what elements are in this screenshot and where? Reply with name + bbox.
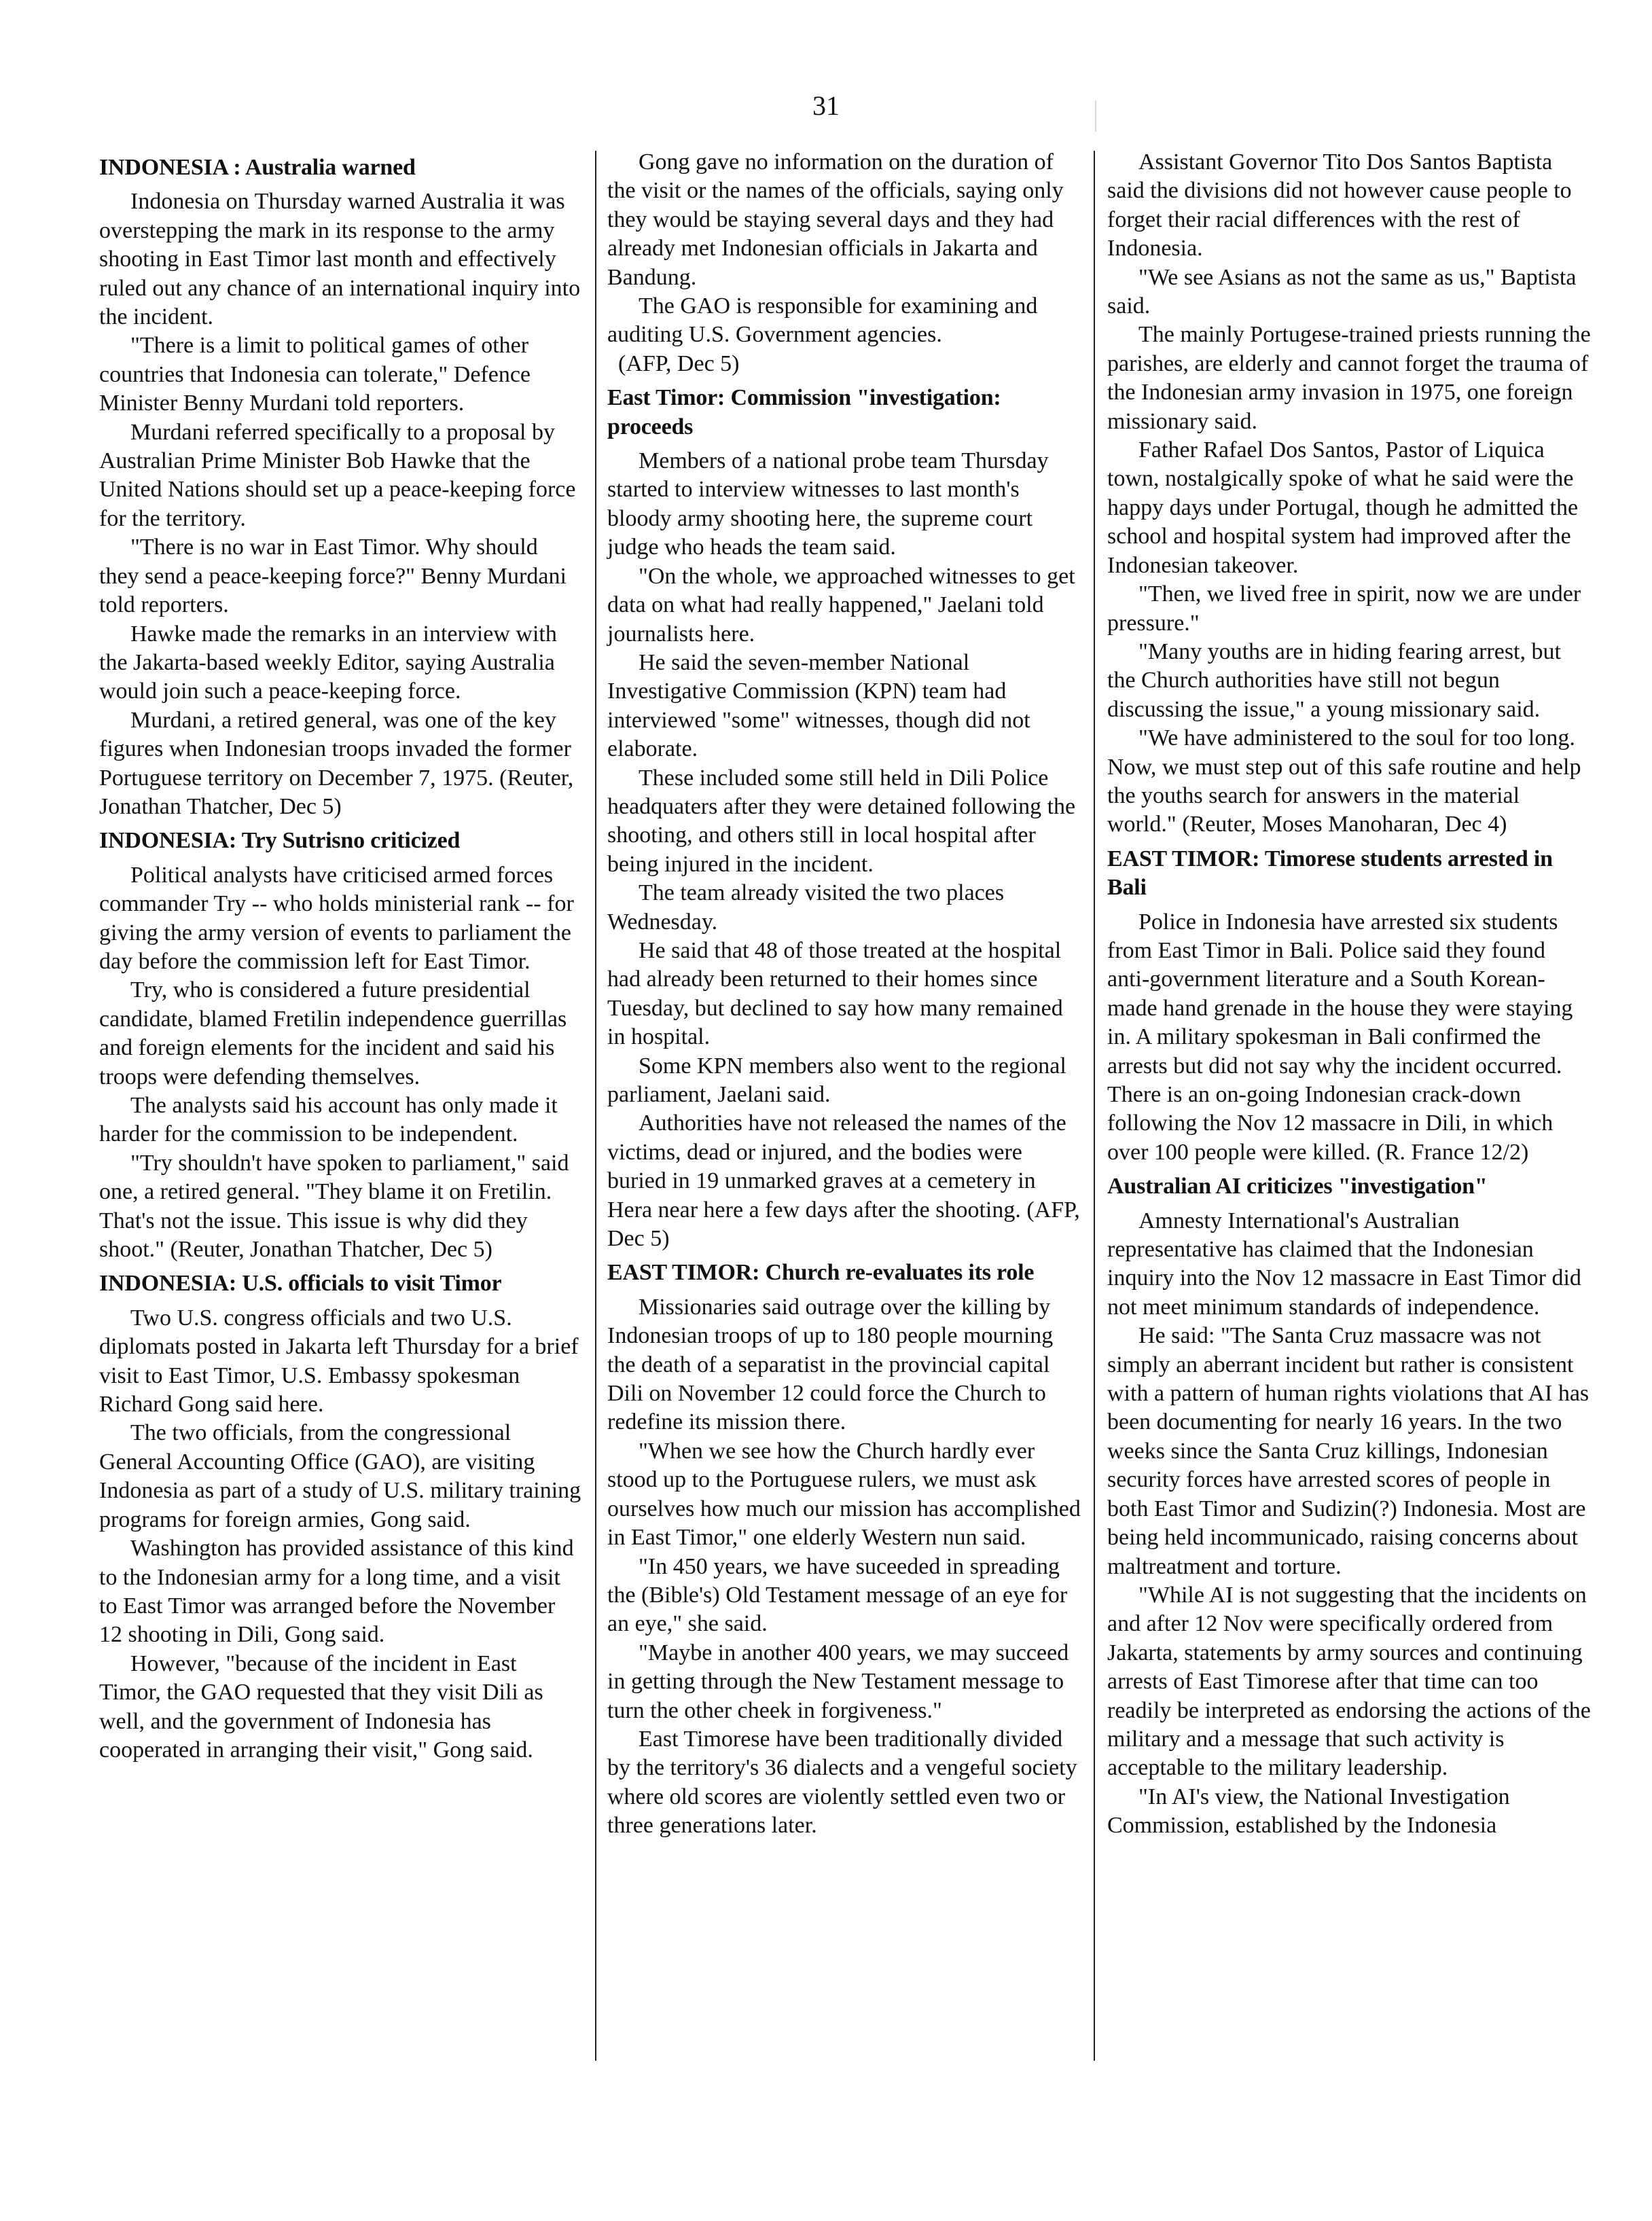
article-paragraph: "Then, we lived free in spirit, now we are under pressure." [1107,581,1581,636]
article-paragraph: East Timorese have been traditionally divided by the territory's 36 dialects and a vengeful society where old scores are violently settled even two or three generations later. [607,1726,1077,1839]
article-paragraph: The mainly Portugese-trained priests running the parishes, are elderly and cannot forget the trauma of the Indonesian army invasion in 1975, one foreign missionary said. [1107,322,1591,434]
column-3 [1107,148,1591,1841]
article-paragraph: The GAO is responsible for examining and auditing U.S. Government agencies. [607,293,1038,348]
article-paragraph: However, "because of the incident in East Timor, the GAO requested that they visit Dili as well, and the government of Indonesia has cooperated in arranging their visit," Gong said. [99,1650,543,1763]
article-heading: East Timor: Commission "investigation: proceeds [607,385,1001,439]
article-paragraph: "When we see how the Church hardly ever stood up to the Portuguese rulers, we must ask ourselves how much our mission has accomplished in East Timor," one elderly Western nun said. [607,1438,1081,1551]
article-paragraph: Indonesia on Thursday warned Australia it was overstepping the mark in its response to the army shooting in East Timor last month and effectively ruled out any chance of an international inquiry into the incident. [99,189,581,330]
column-1 [99,148,583,1765]
article-paragraph: Assistant Governor Tito Dos Santos Baptista said the divisions did not however cause people to forget their racial differences with the rest of Indonesia. [1107,149,1572,261]
page-number: 31 [812,90,840,121]
article-heading: EAST TIMOR: Timorese students arrested in Bali [1107,846,1553,901]
article-paragraph: Murdani, a retired general, was one of the key figures when Indonesian troops invaded the former Portuguese territory on December 7, 1975. (Reuter, Jonathan Thatcher, Dec 5) [99,707,574,819]
margin-mark [1095,101,1096,132]
article-paragraph: "We have administered to the soul for too long. Now, we must step out of this safe routine and help the youths search for answers in the material world." (Reuter, Moses Manoharan, Dec 4) [1107,725,1581,837]
article-paragraph: "Many youths are in hiding fearing arrest, but the Church authorities have still not begun discussing the issue," a young missionary said. [1107,638,1561,722]
article-paragraph: Hawke made the remarks in an interview with the Jakarta-based weekly Editor, saying Australia would join such a peace-keeping force. [99,621,557,704]
article-paragraph: Police in Indonesia have arrested six students from East Timor in Bali. Police said they found anti-government literature and a South Korean-made hand grenade in the house they were staying in. A military spokesman in Bali confirmed the arrests but did not say why the incident occurred. There is an on-going Indonesian crack-down following the Nov 12 massacre in Dili, in which over 100 people were killed. (R. France 12/2) [1107,909,1573,1165]
article-paragraph: "While AI is not suggesting that the incidents on and after 12 Nov were specifically ordered from Jakarta, statements by army sources and continuing arrests of East Timorese after that time can too readily be interpreted as endorsing the actions of the military and a message that such activity is acceptable to the military leadership. [1107,1582,1591,1781]
article-paragraph: "Maybe in another 400 years, we may succeed in getting through the New Testament message to turn the other cheek in forgiveness." [607,1640,1069,1723]
column-rule-right [1094,151,1095,2061]
column-2 [607,148,1083,1841]
article-paragraph: "Try shouldn't have spoken to parliament," said one, a retired general. "They blame it on Fretilin. That's not the issue. This issue is why did they shoot." (Reuter, Jonathan Thatcher, Dec 5) [99,1150,569,1263]
article-paragraph: He said the seven-member National Investigative Commission (KPN) team had interviewed "some" witnesses, though did not elaborate. [607,649,1030,762]
article-paragraph: Authorities have not released the names of the victims, dead or injured, and the bodies were buried in 19 unmarked graves at a cemetery in Hera near here a few days after the shooting. (AFP, Dec 5) [607,1110,1080,1252]
article-paragraph: "There is a limit to political games of other countries that Indonesia can tolerate," Defence Minister Benny Murdani told reporters. [99,333,531,416]
column-rule-left [595,151,596,2061]
article-paragraph: Members of a national probe team Thursday started to interview witnesses to last month's bloody army shooting here, the supreme court judge who heads the team said. [607,448,1049,560]
article-paragraph: The team already visited the two places Wednesday. [607,880,1005,935]
article-paragraph: Amnesty International's Australian representative has claimed that the Indonesian inquiry into the Nov 12 massacre in East Timor did not meet minimum standards of independence. [1107,1208,1581,1320]
article-paragraph: "There is no war in East Timor. Why should they send a peace-keeping force?" Benny Murdani told reporters. [99,535,567,618]
article-paragraph: Try, who is considered a future presidential candidate, blamed Fretilin independence guerrillas and foreign elements for the incident and said his troops were defending themselves. [99,977,567,1089]
article-paragraph: Two U.S. congress officials and two U.S. diplomats posted in Jakarta left Thursday for a brief visit to East Timor, U.S. Embassy spokesman Richard Gong said here. [99,1305,579,1418]
article-paragraph: He said that 48 of those treated at the hospital had already been returned to their homes since Tuesday, but declined to say how many remained in hospital. [607,937,1063,1050]
article-heading: Australian AI criticizes "investigation" [1107,1174,1488,1199]
article-paragraph: The analysts said his account has only made it harder for the commission to be independent. [99,1093,558,1147]
article-heading: EAST TIMOR: Church re-evaluates its role [607,1260,1035,1286]
article-heading: INDONESIA: U.S. officials to visit Timor [99,1271,502,1297]
article-paragraph: The two officials, from the congressional General Accounting Office (GAO), are visiting Indonesia as part of a study of U.S. military training programs for foreign armies, Gong said. [99,1420,581,1532]
article-paragraph: Washington has provided assistance of this kind to the Indonesian army for a long time, and a visit to East Timor was arranged before the November 12 shooting in Dili, Gong said. [99,1536,574,1648]
article-paragraph: These included some still held in Dili Police headquaters after they were detained following the shooting, and others still in local hospital after being injured in the incident. [607,765,1076,877]
article-paragraph: "We see Asians as not the same as us," Baptista said. [1107,264,1577,319]
article-paragraph: "On the whole, we approached witnesses to get data on what had really happened," Jaelani told journalists here. [607,563,1075,647]
article-paragraph: Political analysts have criticised armed forces commander Try -- who holds ministerial rank -- for giving the army version of events to parliament the day before the commission left for East Timor. [99,862,574,974]
article-paragraph: "In AI's view, the National Investigation Commission, established by the Indonesia [1107,1784,1510,1839]
article-heading: INDONESIA: Try Sutrisno criticized [99,828,461,854]
article-source: (AFP, Dec 5) [618,350,740,376]
article-paragraph: "In 450 years, we have suceeded in spreading the (Bible's) Old Testament message of an eye for an eye," she said. [607,1553,1068,1637]
article-paragraph: Missionaries said outrage over the killing by Indonesian troops of up to 180 people mourning the death of a separatist in the provincial capital Dili on November 12 could force the Church to redefine its mission there. [607,1294,1054,1435]
article-paragraph: Some KPN members also went to the regional parliament, Jaelani said. [607,1053,1066,1107]
article-paragraph: Gong gave no information on the duration of the visit or the names of the officials, saying only they would be staying several days and they had already met Indonesian officials in Jakarta and Bandung. [607,149,1064,290]
article-heading: INDONESIA : Australia warned [99,155,416,180]
article-paragraph: Murdani referred specifically to a proposal by Australian Prime Minister Bob Hawke that the United Nations should set up a peace-keeping force for the territory. [99,419,576,531]
article-paragraph: Father Rafael Dos Santos, Pastor of Liquica town, nostalgically spoke of what he said were the happy days under Portugal, though he admitted the school and hospital system had improved after the Indonesian takeover. [1107,437,1579,578]
article-paragraph: He said: "The Santa Cruz massacre was not simply an aberrant incident but rather is consistent with a pattern of human rights violations that AI has been documenting for nearly 16 years. In the two weeks since the Santa Cruz killings, Indonesian security forces have arrested scores of people in both East Timor and Sudizin(?) Indonesia. Most are being held incommunicado, raising concerns about maltreatment and torture. [1107,1323,1590,1579]
